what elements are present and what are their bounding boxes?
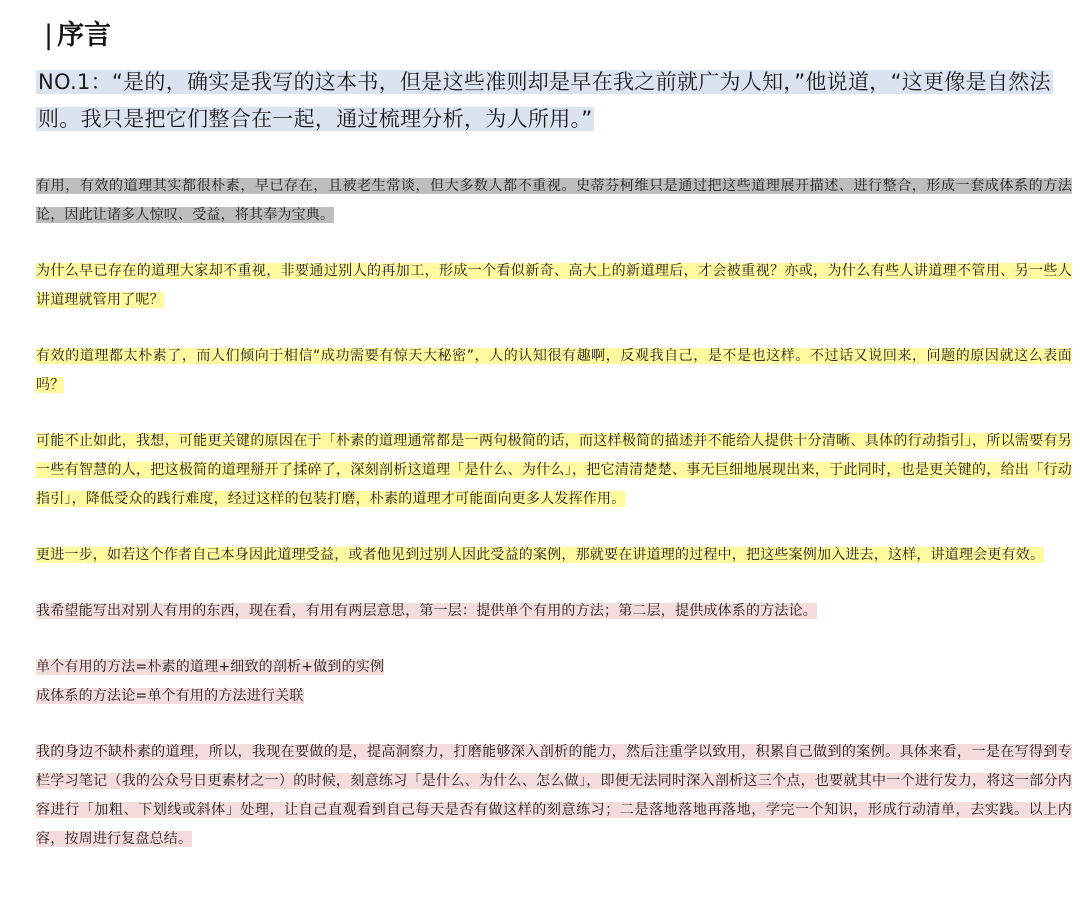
quote-text: NO.1：“是的，确实是我写的这本书，但是这些准则却是早在我之前就广为人知，”他说道，“这更像是自然法则。我只是把它们整合在一起，通过梳理分析，为人所用。” [38, 70, 1051, 131]
paragraph-6-text: 我希望能写出对别人有用的东西，现在看，有用有两层意思，第一层：提供单个有用的方法；第二层，提供成体系的方法论。 [36, 603, 817, 619]
paragraph-3-text: 有效的道理都太朴素了，而人们倾向于相信“成功需要有惊天大秘密”，人的认知很有趣啊，反观我自己，是不是也这样。不过话又说回来，问题的原因就这么表面吗？ [36, 348, 1072, 393]
paragraph-2 [36, 257, 1072, 315]
quote-block [36, 64, 1072, 138]
formula-line-2-text: 成体系的方法论=单个有用的方法进行关联 [36, 688, 304, 704]
paragraph-2-text: 为什么早已存在的道理大家却不重视，非要通过别人的再加工，形成一个看似新奇、高大上的新道理后，才会被重视？亦或，为什么有些人讲道理不管用、另一些人讲道理就管用了呢？ [36, 263, 1072, 308]
paragraph-5-text: 更进一步，如若这个作者自己本身因此道理受益，或者他见到过别人因此受益的案例，那就要在讲道理的过程中，把这些案例加入进去，这样，讲道理会更有效。 [36, 547, 1045, 563]
paragraph-5 [36, 541, 1072, 570]
section-title [44, 14, 1072, 58]
title-bar-glyph: | [44, 20, 54, 51]
formula-line-1 [36, 653, 1072, 682]
formula-line-1-text: 单个有用的方法=朴素的道理+细致的剖析+做到的实例 [36, 659, 385, 675]
formula-line-2 [36, 682, 1072, 711]
paragraph-1 [36, 172, 1072, 230]
paragraph-3 [36, 342, 1072, 400]
paragraph-1-text: 有用，有效的道理其实都很朴素，早已存在，且被老生常谈，但大多数人都不重视。史蒂芬柯维只是通过把这些道理展开描述、进行整合，形成一套成体系的方法论，因此让诸多人惊叹、受益，将其奉为宝典。 [36, 178, 1072, 223]
document-page [36, 14, 1072, 881]
paragraph-6 [36, 597, 1072, 626]
paragraph-9-text: 我的身边不缺朴素的道理，所以，我现在要做的是，提高洞察力，打磨能够深入剖析的能力，然后注重学以致用，积累自己做到的案例。具体来看，一是在写得到专栏学习笔记（我的公众号日更素材之一）的时候，刻意练习「是什么、为什么、怎么做」，即便无法同时深入剖析这三个点，也要就其中一个进行发力，将这一部分内容进行「加粗、下划线或斜体」处理，让自己直观看到自己每天是否有做这样的刻意练习；二是落地落地再落地，学完一个知识，形成行动清单，去实践。以上内容，按周进行复盘总结。 [36, 744, 1072, 847]
paragraph-4 [36, 427, 1072, 514]
paragraph-4-text: 可能不止如此，我想，可能更关键的原因在于「朴素的道理通常都是一两句极简的话，而这样极简的描述并不能给人提供十分清晰、具体的行动指引」，所以需要有另一些有智慧的人，把这极简的道理掰开了揉碎了，深刻剖析这道理「是什么、为什么」，把它清清楚楚、事无巨细地展现出来，于此同时，也是更关键的，给出「行动指引」，降低受众的践行难度，经过这样的包装打磨，朴素的道理才可能面向更多人发挥作用。 [36, 433, 1072, 507]
title-text: 序言 [57, 20, 112, 51]
paragraph-9 [36, 738, 1072, 854]
